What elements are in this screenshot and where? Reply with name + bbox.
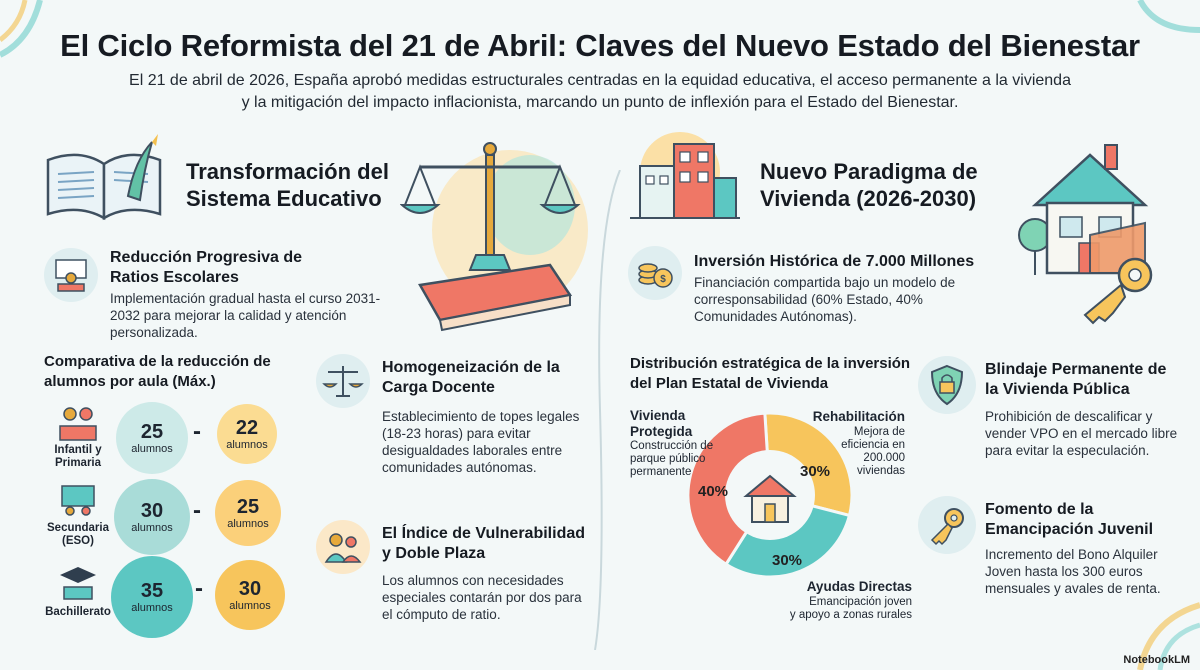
text-line: Establecimiento de topes legales	[382, 409, 580, 424]
category-desc-line: y apoyo a zonas rurales	[789, 609, 912, 621]
shield-lock-icon	[918, 356, 976, 414]
donut-category-label	[630, 408, 713, 479]
text-line: Los alumnos con necesidades	[382, 573, 564, 588]
category-desc-line: Construcción de	[630, 440, 714, 452]
primary-school-icon	[56, 404, 100, 444]
protection-title	[985, 360, 1166, 400]
heading-line: Carga Docente	[382, 379, 495, 396]
ratio-separator: -	[193, 418, 201, 445]
heading-line: y Doble Plaza	[382, 545, 486, 562]
text-line: Comunidades Autónomas).	[694, 309, 857, 324]
text-line: Prohibición de descalificar y	[985, 409, 1153, 424]
teaching-text	[382, 408, 579, 476]
level-label	[40, 522, 116, 548]
text-line: personalizada.	[110, 325, 198, 340]
section-title-line: Nuevo Paradigma de	[760, 159, 978, 184]
category-name: Rehabilitación	[812, 409, 905, 424]
ratio-to-bubble	[217, 404, 277, 464]
text-line: para evitar la especulación.	[985, 443, 1150, 458]
ratio-value: 22	[235, 416, 259, 439]
text-line: vender VPO en el mercado libre	[985, 426, 1178, 441]
ratio-value: 30	[140, 499, 164, 522]
heading-line: Comparativa de la reducción de	[44, 353, 271, 370]
text-line: especiales contarán por dos para	[382, 590, 582, 605]
text-line: (18-23 horas) para evitar	[382, 426, 531, 441]
vulnerability-text	[382, 572, 582, 623]
brand-label: NotebookLM	[1123, 654, 1190, 666]
people-icon	[316, 520, 370, 574]
heading-line: Distribución estratégica de la inversión	[630, 355, 911, 372]
balance-icon	[316, 354, 370, 408]
ratio-from-bubble	[111, 556, 193, 638]
donut-value-label: 40%	[698, 483, 729, 500]
text-line: el cómputo de ratio.	[382, 607, 501, 622]
coins-icon	[628, 246, 682, 300]
section-title-line: Transformación del	[186, 159, 389, 184]
heading-line: del Plan Estatal de Vivienda	[630, 375, 829, 392]
svg-text:$: $	[660, 274, 666, 285]
ratio-separator: -	[195, 575, 203, 602]
text-line: Implementación gradual hasta el curso 2031-	[110, 291, 381, 306]
vulnerability-title	[382, 524, 585, 564]
ratio-unit: alumnos	[227, 517, 269, 530]
heading-line: Fomento de la	[985, 501, 1094, 518]
category-desc-line: permanente	[630, 466, 692, 478]
category-desc-line: viviendas	[857, 465, 905, 477]
classroom-icon	[44, 248, 98, 302]
level-label-line: Infantil y	[54, 444, 102, 456]
text-line: mensuales y avales de renta.	[985, 581, 1161, 596]
heading-line: alumnos por aula (Máx.)	[44, 373, 216, 390]
ratio-value: 30	[238, 577, 262, 600]
donut-value-label: 30%	[772, 552, 803, 569]
ratio-to-bubble	[215, 480, 281, 546]
ratio-unit: alumnos	[226, 438, 268, 451]
category-desc-line: 200.000	[863, 452, 905, 464]
page-title: El Ciclo Reformista del 21 de Abril: Claves del Nuevo Estado del Bienestar	[60, 28, 1140, 63]
level-label-line: (ESO)	[62, 535, 94, 547]
section-divider	[590, 170, 630, 650]
heading-line: Reducción Progresiva de	[110, 249, 303, 266]
category-desc-line: parque público	[630, 453, 706, 465]
donut-category-label	[770, 580, 912, 622]
ratio-unit: alumnos	[229, 599, 271, 612]
category-desc-line: Mejora de	[853, 426, 905, 438]
ratio-unit: alumnos	[131, 601, 173, 614]
section-title-line: Sistema Educativo	[186, 186, 382, 211]
investment-text	[694, 274, 955, 325]
ratio-value: 25	[140, 420, 164, 443]
ratio-unit: alumnos	[131, 521, 173, 534]
intro-line: y la mitigación del impacto inflacionista, marcando un punto de inflexión para el Estado del Bienestar.	[241, 94, 959, 111]
section-title-line: Vivienda (2026-2030)	[760, 186, 977, 211]
donut-category-label	[800, 410, 905, 478]
comparison-title	[44, 352, 271, 392]
text-line: desigualdades laborales entre	[382, 443, 563, 458]
text-line: corresponsabilidad (60% Estado, 40%	[694, 292, 923, 307]
ratio-to-bubble	[215, 560, 285, 630]
intro-line: El 21 de abril de 2026, España aprobó medidas estructurales centradas en la equidad educativa, el acceso permanente a la vivienda	[129, 72, 1071, 89]
ratio-value: 35	[140, 579, 164, 602]
youth-text	[985, 546, 1161, 597]
secondary-school-icon	[56, 484, 100, 520]
ratios-title	[110, 248, 302, 288]
text-line: Financiación compartida bajo un modelo de	[694, 275, 956, 290]
level-label	[38, 606, 118, 619]
ratio-separator: -	[193, 497, 201, 524]
heading-line: Ratios Escolares	[110, 269, 239, 286]
heading-line: Homogeneización de la	[382, 359, 560, 376]
heading-line: Blindaje Permanente de	[985, 361, 1167, 378]
graduation-cap-icon	[58, 565, 98, 603]
text-line: comunidades autónomas.	[382, 460, 537, 475]
youth-title	[985, 500, 1153, 540]
house-key-icon	[995, 135, 1185, 325]
key-icon	[918, 496, 976, 554]
heading-line: El Índice de Vulnerabilidad	[382, 525, 586, 542]
ratios-text	[110, 290, 380, 341]
level-label	[40, 444, 116, 470]
ratio-from-bubble	[116, 402, 188, 474]
scale-icon	[400, 135, 590, 335]
investment-title: Inversión Histórica de 7.000 Millones	[694, 253, 975, 270]
housing-section-title	[760, 158, 978, 212]
book-icon	[40, 130, 170, 225]
education-section-title	[186, 158, 389, 212]
category-desc-line: Emancipación joven	[809, 596, 912, 608]
heading-line: Emancipación Juvenil	[985, 521, 1154, 538]
buildings-icon	[630, 130, 740, 225]
protection-text	[985, 408, 1177, 459]
ratio-from-bubble	[114, 479, 190, 555]
donut-value-label: 30%	[800, 463, 831, 480]
text-line: Joven hasta los 300 euros	[985, 564, 1143, 579]
category-name: Ayudas Directas	[806, 579, 912, 594]
teaching-title	[382, 358, 560, 398]
category-name: Vivienda Protegida	[630, 408, 693, 439]
ratio-value: 25	[236, 495, 260, 518]
intro-text	[100, 70, 1100, 114]
ratio-unit: alumnos	[131, 442, 173, 455]
text-line: Incremento del Bono Alquiler	[985, 547, 1158, 562]
distribution-title	[630, 354, 910, 394]
heading-line: la Vivienda Pública	[985, 381, 1130, 398]
level-label-line: Primaria	[54, 457, 102, 469]
text-line: 2032 para mejorar la calidad y atención	[110, 308, 347, 323]
category-desc-line: eficiencia en	[841, 439, 905, 451]
level-label-line: Secundaria	[47, 522, 109, 534]
level-label-line: Bachillerato	[45, 606, 111, 618]
